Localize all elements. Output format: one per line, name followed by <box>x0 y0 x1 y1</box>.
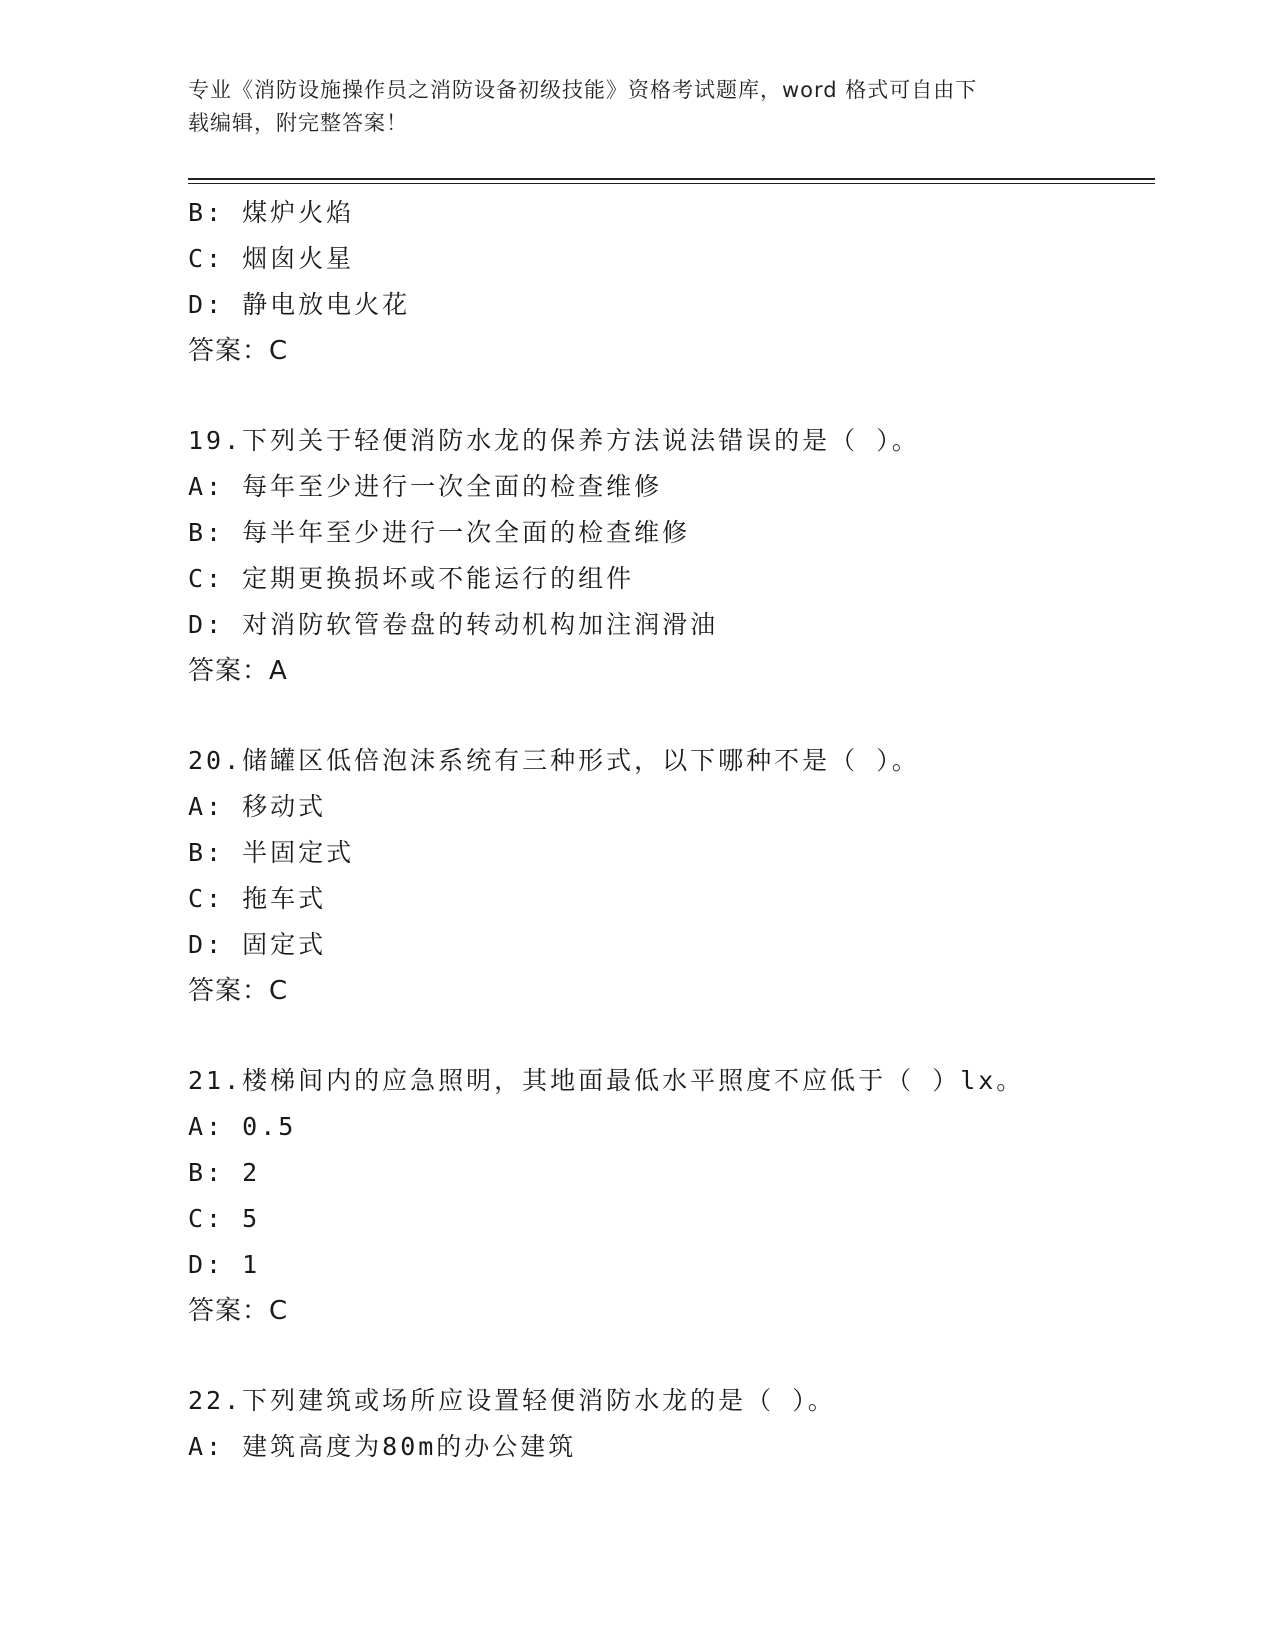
question-22 <box>188 1378 1148 1470</box>
question-19 <box>188 418 1148 694</box>
option-b: B: 每半年至少进行一次全面的检查维修 <box>188 518 691 547</box>
option-d: D: 对消防软管卷盘的转动机构加注润滑油 <box>188 610 719 639</box>
option-c: C: 5 <box>188 1204 261 1233</box>
option-b: B: 2 <box>188 1158 261 1187</box>
question-stem: 22.下列建筑或场所应设置轻便消防水龙的是（ ）。 <box>188 1386 836 1415</box>
question-stem: 21.楼梯间内的应急照明，其地面最低水平照度不应低于（ ）lx。 <box>188 1066 1025 1095</box>
option-c: C: 拖车式 <box>188 884 327 913</box>
option-a: A: 移动式 <box>188 792 327 821</box>
question-stem: 19.下列关于轻便消防水龙的保养方法说法错误的是（ ）。 <box>188 426 920 455</box>
option-c: C: 定期更换损坏或不能运行的组件 <box>188 564 635 593</box>
option-a: A: 每年至少进行一次全面的检查维修 <box>188 472 663 501</box>
option-b: B: 半固定式 <box>188 838 355 867</box>
question-stem: 20.储罐区低倍泡沫系统有三种形式，以下哪种不是（ ）。 <box>188 746 920 775</box>
question-21 <box>188 1058 1148 1334</box>
header-line-1: 专业《消防设施操作员之消防设备初级技能》资格考试题库，word 格式可自由下 <box>188 78 978 102</box>
header-divider-thin <box>188 183 1155 184</box>
document-header <box>188 74 1068 140</box>
answer: 答案：C <box>188 336 289 366</box>
header-line-2: 载编辑，附完整答案！ <box>188 111 408 135</box>
option-d: D: 1 <box>188 1250 261 1279</box>
answer: 答案：C <box>188 1296 289 1326</box>
header-divider-thick <box>188 178 1155 180</box>
option-a: A: 0.5 <box>188 1112 297 1141</box>
answer: 答案：A <box>188 656 288 686</box>
question-18-continued <box>188 190 1148 374</box>
option-a: A: 建筑高度为80m的办公建筑 <box>188 1432 577 1461</box>
answer: 答案：C <box>188 976 289 1006</box>
option-c: C: 烟囱火星 <box>188 244 355 273</box>
option-d: D: 静电放电火花 <box>188 290 411 319</box>
option-b: B: 煤炉火焰 <box>188 198 355 227</box>
option-d: D: 固定式 <box>188 930 327 959</box>
question-20 <box>188 738 1148 1014</box>
question-list <box>188 190 1148 1470</box>
